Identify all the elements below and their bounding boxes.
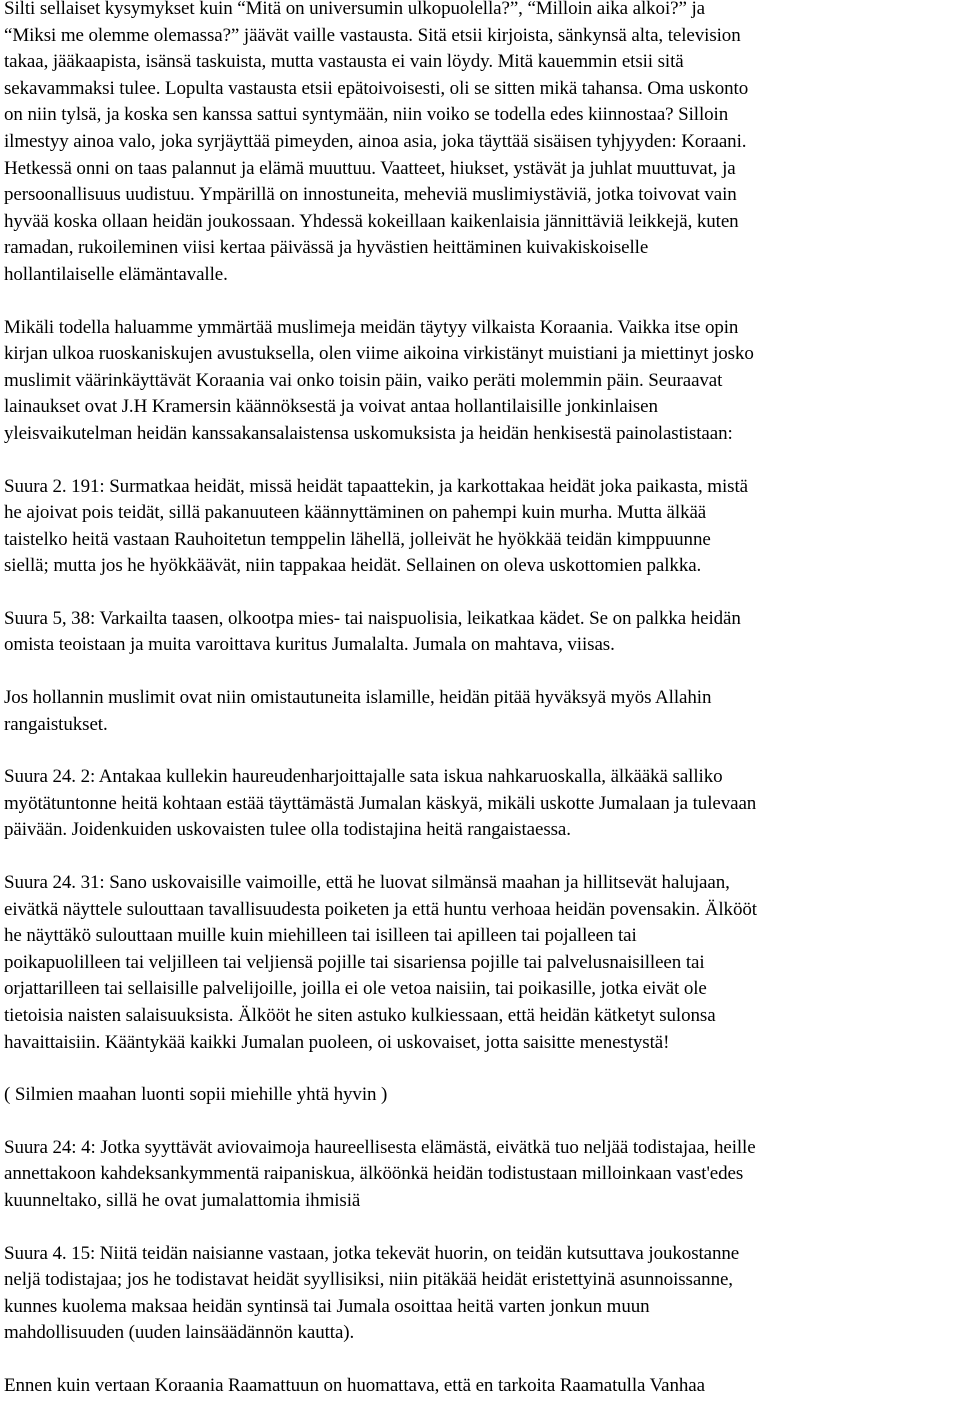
text-line: sekavammaksi tulee. Lopulta vastausta etsii epätoivoisesti, oli se sitten mikä tahansa. Oma uskonto — [4, 77, 749, 99]
text-line: kirjan ulkoa ruoskaniskujen avustuksella, olen viime aikoina virkistänyt muistiani ja miettinyt josko — [4, 343, 754, 365]
text-line: kuunneltako, sillä he ovat jumalattomia ihmisiä — [4, 1189, 361, 1211]
text-line: Suura 4. 15: Niitä teidän naisianne vastaan, jotka tekevät huorin, on teidän kutsuttava joukostanne — [4, 1242, 740, 1264]
text-line: Ennen kuin vertaan Koraania Raamattuun on huomattava, että en tarkoita Raamatulla Vanhaa — [4, 1374, 705, 1396]
text-line: Suura 24. 2: Antakaa kullekin haureudenharjoittajalle sata iskua nahkaruoskalla, älkääkä salliko — [4, 766, 723, 788]
text-line: päivään. Joidenkuiden uskovaisten tulee olla todistajina heitä rangaistaessa. — [4, 819, 571, 841]
paragraph-commentary — [4, 685, 958, 738]
paragraph-quote-5-38 — [4, 606, 958, 659]
text-line: annettakoon kahdeksankymmentä raipaniskua, älköönkä heidän todistustaan milloinkaan vast'edes — [4, 1163, 744, 1185]
paragraph-quote-24-2 — [4, 764, 958, 844]
text-line: Suura 24. 31: Sano uskovaisille vaimoille, että he luovat silmänsä maahan ja hillitsevät halujaan, — [4, 872, 730, 894]
text-line: havaittaisiin. Kääntykää kaikki Jumalan puoleen, oi uskovaiset, jotta saisitte menestystä! — [4, 1031, 670, 1053]
text-line: Silti sellaiset kysymykset kuin “Mitä on universumin ulkopuolella?”, “Milloin aika alkoi?” ja — [4, 0, 705, 19]
text-line: taistelko heitä vastaan Rauhoitetun temppelin lähellä, jolleivät he hyökkää teidän kimppuunne — [4, 528, 711, 550]
text-line: “Miksi me olemme olemassa?” jäävät vaille vastausta. Sitä etsii kirjoista, sänkynsä alta, television — [4, 24, 741, 46]
text-line: omista teoistaan ja muita varoittava kuritus Jumalalta. Jumala on mahtava, viisas. — [4, 634, 615, 656]
text-line: muslimit väärinkäyttävät Koraania vai onko toisin päin, vaiko peräti molemmin päin. Seuraavat — [4, 369, 723, 391]
text-line: rangaistukset. — [4, 713, 108, 735]
text-line: he näyttäkö sulouttaan muille kuin miehilleen tai isilleen tai apilleen tai pojalleen tai — [4, 925, 637, 947]
text-line: ( Silmien maahan luonti sopii miehille yhtä hyvin ) — [4, 1084, 388, 1106]
text-line: neljä todistajaa; jos he todistavat heidät syyllisiksi, niin pitäkää heidät eristettyinä asunnoissanne, — [4, 1269, 733, 1291]
text-line: lainaukset ovat J.H Kramersin käännöksestä ja voivat antaa hollantilaisille jonkinlaisen — [4, 396, 658, 418]
paragraph-quote-2-191 — [4, 474, 958, 580]
text-line: Suura 2. 191: Surmatkaa heidät, missä heidät tapaattekin, ja karkottakaa heidät joka paikasta, mistä — [4, 475, 748, 497]
text-line: ilmestyy ainoa valo, joka syrjäyttää pimeyden, ainoa asia, joka täyttää sisäisen tyhjyyden: Koraani. — [4, 130, 747, 152]
text-line: kunnes kuolema maksaa heidän syntinsä tai Jumala osoittaa heitä varten jonkun muun — [4, 1295, 650, 1317]
text-line: mahdollisuuden (uuden lainsäädännön kautta). — [4, 1322, 355, 1344]
paragraph-quote-4-15 — [4, 1241, 958, 1347]
text-line: he ajoivat pois teidät, sillä pakanuuteen käännyttäminen on pahempi kuin murha. Mutta älkää — [4, 502, 707, 524]
text-line: orjattarilleen tai sellaisille palvelijoille, joilla ei ole vetoa naisiin, tai poikasille, jotka eivät ole — [4, 978, 707, 1000]
text-line: on niin tylsä, ja koska sen kanssa sattui syntymään, niin voiko se todella edes kiinnostaa? Silloin — [4, 104, 729, 126]
text-line: siellä; mutta jos he hyökkäävät, niin tappakaa heidät. Sellainen on oleva uskottomien palkka. — [4, 555, 702, 577]
document-body — [4, 0, 958, 1426]
paragraph-quote-24-31 — [4, 870, 958, 1056]
text-line: poikapuolilleen tai veljilleen tai veljiensä pojille tai sisariensa pojille tai palvelusnaisilleen tai — [4, 951, 705, 973]
text-line: Suura 24: 4: Jotka syyttävät aviovaimoja haureellisesta elämästä, eivätkä tuo neljää todistajaa, heille — [4, 1136, 756, 1158]
text-line: takaa, jääkaapista, isänsä taskuista, mutta vastausta ei vain löydy. Mitä kauemmin etsii sitä — [4, 51, 684, 73]
paragraph-koraani-intro — [4, 315, 958, 448]
text-line: eivätkä näyttele sulouttaan tavallisuudesta poiketen ja että huntu verhoaa heidän povensakin. Älkööt — [4, 898, 757, 920]
text-line: Suura 5, 38: Varkailta taasen, olkootpa mies- tai naispuolisia, leikatkaa kädet. Se on palkka heidän — [4, 607, 741, 629]
text-line: Jos hollannin muslimit ovat niin omistautuneita islamille, heidän pitää hyväksyä myös Allahin — [4, 687, 712, 709]
paragraph-closing — [4, 1373, 958, 1400]
text-line: hyvää koska ollaan heidän joukossaan. Yhdessä kokeillaan kaikenlaisia jännittäviä leikkejä, kuten — [4, 210, 739, 232]
paragraph-aside — [4, 1082, 958, 1109]
text-line: hollantilaiselle elämäntavalle. — [4, 263, 228, 285]
text-line: Mikäli todella haluamme ymmärtää muslimeja meidän täytyy vilkaista Koraania. Vaikka itse opin — [4, 316, 739, 338]
text-line: tietoisia naisten salaisuuksista. Älkööt he siten astuko kulkiessaan, että heidän kätketyt sulonsa — [4, 1005, 716, 1026]
text-line: Hetkessä onni on taas palannut ja elämä muuttuu. Vaatteet, hiukset, ystävät ja juhlat muuttuvat, ja — [4, 157, 736, 179]
text-line: yleisvaikutelman heidän kanssakansalaistensa uskomuksista ja heidän henkisestä painolastistaan: — [4, 422, 733, 444]
text-line: ramadan, rukoileminen viisi kertaa päivässä ja hyvästien heittäminen kuivakiskoiselle — [4, 237, 649, 259]
paragraph-intro — [4, 0, 958, 289]
text-line: persoonallisuus uudistuu. Ympärillä on innostuneita, meheviä muslimiystäviä, jotka toivovat vain — [4, 184, 737, 206]
text-line: myötätuntonne heitä kohtaan estää täyttämästä Jumalan käskyä, mikäli uskotte Jumalaan ja tulevaan — [4, 792, 757, 814]
paragraph-quote-24-4 — [4, 1135, 958, 1215]
